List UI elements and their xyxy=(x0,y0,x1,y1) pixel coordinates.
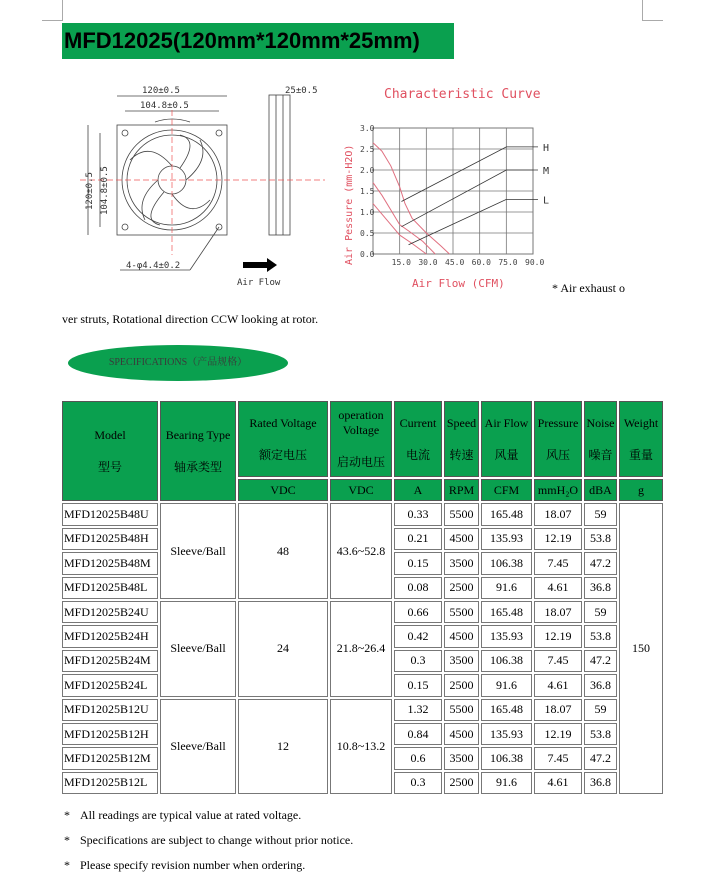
speed-cell: 5500 xyxy=(444,503,479,525)
series-label-M: M xyxy=(543,166,550,177)
unit-cell: mmH₂O xyxy=(534,479,582,501)
pressure-cell: 7.45 xyxy=(534,650,582,672)
table-row xyxy=(62,699,663,721)
operation-voltage-cell: 10.8~13.2 xyxy=(330,699,392,795)
noise-cell: 47.2 xyxy=(584,650,617,672)
operation-voltage-cell: 43.6~52.8 xyxy=(330,503,392,599)
airflow-cell: 165.48 xyxy=(481,699,532,721)
current-cell: 1.32 xyxy=(394,699,442,721)
height-dimension: 120±0.5 xyxy=(85,172,95,210)
series-label-L: L xyxy=(543,195,550,207)
y-tick-label: 0.0 xyxy=(360,250,375,259)
page-corner-mark xyxy=(642,0,663,21)
header-current: Current 电流 xyxy=(394,401,442,477)
noise-cell: 53.8 xyxy=(584,528,617,550)
model-cell: MFD12025B48U xyxy=(62,503,158,525)
model-cell: MFD12025B48L xyxy=(62,577,158,599)
curve-H xyxy=(373,143,449,254)
footnote: * Specifications are subject to change without prior notice. xyxy=(64,833,354,847)
airflow-cell: 106.38 xyxy=(481,747,532,769)
pressure-cell: 4.61 xyxy=(534,674,582,696)
page-corner-mark xyxy=(42,0,63,21)
airflow-cell: 91.6 xyxy=(481,674,532,696)
pressure-cell: 18.07 xyxy=(534,601,582,623)
unit-cell: VDC xyxy=(238,479,328,501)
airflow-cell: 106.38 xyxy=(481,552,532,574)
airflow-cell: 135.93 xyxy=(481,528,532,550)
table-header-row xyxy=(62,401,663,477)
x-tick-label: 90.0 xyxy=(525,258,545,267)
rated-voltage-cell: 12 xyxy=(238,699,328,795)
airflow-cell: 165.48 xyxy=(481,503,532,525)
specifications-table xyxy=(60,399,665,796)
leader-line-L xyxy=(409,199,538,244)
noise-cell: 47.2 xyxy=(584,552,617,574)
header-noise: Noise 噪音 xyxy=(584,401,617,477)
depth-dimension: 25±0.5 xyxy=(285,86,318,96)
bearing-cell: Sleeve/Ball xyxy=(160,699,236,795)
y-tick-label: 3.0 xyxy=(360,124,375,133)
header-speed: Speed 转速 xyxy=(444,401,479,477)
pressure-cell: 18.07 xyxy=(534,699,582,721)
speed-cell: 5500 xyxy=(444,601,479,623)
leader-line-H xyxy=(401,147,538,202)
y-tick-label: 0.5 xyxy=(360,229,375,238)
x-tick-label: 60.0 xyxy=(471,258,491,267)
current-cell: 0.08 xyxy=(394,577,442,599)
pressure-cell: 18.07 xyxy=(534,503,582,525)
current-cell: 0.84 xyxy=(394,723,442,745)
noise-cell: 59 xyxy=(584,503,617,525)
airflow-cell: 91.6 xyxy=(481,772,532,794)
header-operation-voltage: operation Voltage 启动电压 xyxy=(330,401,392,477)
speed-cell: 2500 xyxy=(444,577,479,599)
operation-voltage-cell: 21.8~26.4 xyxy=(330,601,392,697)
x-tick-label: 15.0 xyxy=(391,258,411,267)
noise-cell: 36.8 xyxy=(584,577,617,599)
footnote: * Please specify revision number when ordering. xyxy=(64,858,306,872)
speed-cell: 3500 xyxy=(444,747,479,769)
unit-cell: RPM xyxy=(444,479,479,501)
y-tick-label: 1.5 xyxy=(360,187,375,196)
speed-cell: 4500 xyxy=(444,528,479,550)
bearing-cell: Sleeve/Ball xyxy=(160,601,236,697)
hole-dimension: 4-φ4.4±0.2 xyxy=(126,261,181,271)
noise-cell: 59 xyxy=(584,601,617,623)
noise-cell: 53.8 xyxy=(584,723,617,745)
current-cell: 0.33 xyxy=(394,503,442,525)
model-cell: MFD12025B12M xyxy=(62,747,158,769)
unit-cell: VDC xyxy=(330,479,392,501)
pressure-cell: 7.45 xyxy=(534,747,582,769)
model-cell: MFD12025B12L xyxy=(62,772,158,794)
y-tick-label: 1.0 xyxy=(360,208,375,217)
unit-cell: A xyxy=(394,479,442,501)
model-cell: MFD12025B48H xyxy=(62,528,158,550)
footnote: * All readings are typical value at rated voltage. xyxy=(64,808,302,822)
pressure-cell: 12.19 xyxy=(534,723,582,745)
airflow-note-continued: ver struts, Rotational direction CCW looking at rotor. xyxy=(62,312,319,326)
header-rated-voltage: Rated Voltage 额定电压 xyxy=(238,401,328,477)
speed-cell: 2500 xyxy=(444,674,479,696)
dimension-drawing xyxy=(80,80,330,295)
current-cell: 0.3 xyxy=(394,772,442,794)
speed-cell: 4500 xyxy=(444,723,479,745)
bearing-cell: Sleeve/Ball xyxy=(160,503,236,599)
chart-ylabel: Air Pessure (mm-H2O) xyxy=(344,144,355,265)
model-cell: MFD12025B24M xyxy=(62,650,158,672)
rated-voltage-cell: 24 xyxy=(238,601,328,697)
current-cell: 0.42 xyxy=(394,625,442,647)
airflow-note: * Air exhaust o xyxy=(552,281,625,295)
speed-cell: 5500 xyxy=(444,699,479,721)
header-model: Model 型号 xyxy=(62,401,158,501)
airflow-arrow-icon xyxy=(243,258,277,272)
noise-cell: 36.8 xyxy=(584,772,617,794)
specifications-label: SPECIFICATIONS（产品规格） xyxy=(68,345,288,381)
y-tick-label: 2.5 xyxy=(360,145,375,154)
airflow-cell: 106.38 xyxy=(481,650,532,672)
chart-title: Characteristic Curve xyxy=(384,87,541,102)
unit-cell: dBA xyxy=(584,479,617,501)
model-cell: MFD12025B12H xyxy=(62,723,158,745)
current-cell: 0.21 xyxy=(394,528,442,550)
current-cell: 0.3 xyxy=(394,650,442,672)
rated-voltage-cell: 48 xyxy=(238,503,328,599)
table-row xyxy=(62,601,663,623)
x-tick-label: 75.0 xyxy=(498,258,518,267)
header-weight: Weight 重量 xyxy=(619,401,663,477)
table-row xyxy=(62,503,663,525)
chart-xlabel: Air Flow (CFM) xyxy=(412,277,505,290)
speed-cell: 3500 xyxy=(444,552,479,574)
product-title: MFD12025(120mm*120mm*25mm) xyxy=(62,23,454,59)
unit-cell: g xyxy=(619,479,663,501)
pressure-cell: 4.61 xyxy=(534,577,582,599)
x-tick-label: 45.0 xyxy=(445,258,465,267)
current-cell: 0.15 xyxy=(394,674,442,696)
header-bearing: Bearing Type 轴承类型 xyxy=(160,401,236,501)
model-cell: MFD12025B48M xyxy=(62,552,158,574)
current-cell: 0.6 xyxy=(394,747,442,769)
model-cell: MFD12025B12U xyxy=(62,699,158,721)
model-cell: MFD12025B24L xyxy=(62,674,158,696)
width-dimension: 120±0.5 xyxy=(142,86,180,96)
noise-cell: 47.2 xyxy=(584,747,617,769)
series-label-H: H xyxy=(543,142,550,154)
pressure-cell: 12.19 xyxy=(534,528,582,550)
curve-M xyxy=(373,183,435,254)
noise-cell: 53.8 xyxy=(584,625,617,647)
hole-spacing-dimension: 104.8±0.5 xyxy=(140,101,189,111)
pressure-cell: 12.19 xyxy=(534,625,582,647)
noise-cell: 36.8 xyxy=(584,674,617,696)
header-pressure: Pressure 风压 xyxy=(534,401,582,477)
header-airflow: Air Flow 风量 xyxy=(481,401,532,477)
model-cell: MFD12025B24U xyxy=(62,601,158,623)
pressure-cell: 7.45 xyxy=(534,552,582,574)
y-tick-label: 2.0 xyxy=(360,166,375,175)
model-cell: MFD12025B24H xyxy=(62,625,158,647)
airflow-cell: 165.48 xyxy=(481,601,532,623)
weight-cell: 150 xyxy=(619,503,663,794)
hole-spacing-v-dimension: 104.8±0.5 xyxy=(100,166,110,215)
speed-cell: 3500 xyxy=(444,650,479,672)
airflow-label: Air Flow xyxy=(237,278,281,288)
speed-cell: 4500 xyxy=(444,625,479,647)
x-tick-label: 30.0 xyxy=(418,258,438,267)
pressure-cell: 4.61 xyxy=(534,772,582,794)
current-cell: 0.15 xyxy=(394,552,442,574)
airflow-cell: 135.93 xyxy=(481,723,532,745)
leader-line-M xyxy=(401,170,538,227)
airflow-cell: 91.6 xyxy=(481,577,532,599)
airflow-cell: 135.93 xyxy=(481,625,532,647)
unit-cell: CFM xyxy=(481,479,532,501)
characteristic-curve-chart xyxy=(340,80,640,295)
noise-cell: 59 xyxy=(584,699,617,721)
speed-cell: 2500 xyxy=(444,772,479,794)
current-cell: 0.66 xyxy=(394,601,442,623)
